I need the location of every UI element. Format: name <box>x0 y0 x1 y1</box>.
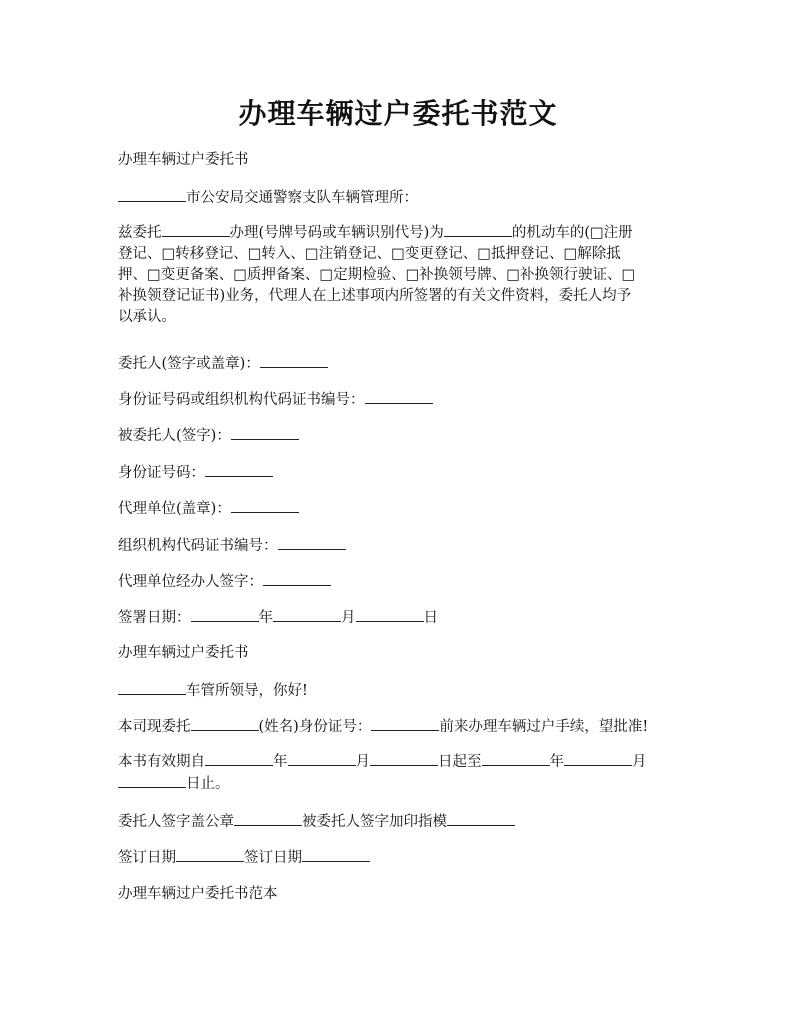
blank-month <box>273 607 341 622</box>
company-request-line <box>118 716 688 737</box>
blank-field <box>260 353 328 368</box>
auth-prefix: 兹委托 <box>118 225 162 241</box>
date-a: 签订日期 <box>118 850 176 866</box>
section-heading-3: 办理车辆过户委托书范本 <box>118 886 278 902</box>
section-heading-2: 办理车辆过户委托书 <box>118 645 249 661</box>
request-a: 本司现委托 <box>118 719 191 735</box>
blank-field <box>278 535 346 550</box>
signature-line <box>118 811 688 832</box>
blank-id <box>371 716 439 731</box>
blank-field <box>263 571 331 586</box>
field-agency-seal <box>118 498 688 519</box>
blank-office <box>118 680 186 695</box>
validity-b: 日起至 <box>438 754 482 770</box>
field-id-or-org-code <box>118 389 688 410</box>
blank-agent <box>162 222 230 237</box>
blank-day <box>356 607 424 622</box>
blank-to-year <box>482 751 550 766</box>
field-label: 身份证号码或组织机构代码证书编号： <box>118 392 365 408</box>
field-org-code <box>118 535 688 556</box>
addressee-text: 市公安局交通警察支队车辆管理所： <box>186 190 418 206</box>
field-label: 身份证号码： <box>118 465 205 481</box>
month-label: 月 <box>341 610 356 626</box>
validity-a: 本书有效期自 <box>118 754 205 770</box>
field-label: 签署日期： <box>118 610 191 626</box>
day-label: 日 <box>423 610 438 626</box>
authorization-paragraph <box>118 222 688 328</box>
greeting-text: 车管所领导，你好! <box>186 683 308 699</box>
blank-from-year <box>205 751 273 766</box>
sign-a: 委托人签字盖公章 <box>118 814 234 830</box>
month-label: 月 <box>355 754 370 770</box>
blank-field <box>231 425 299 440</box>
validity-end: 日止。 <box>186 776 230 792</box>
month-label: 月 <box>632 754 647 770</box>
field-principal-sign <box>118 353 688 374</box>
field-label: 被委托人(签字)： <box>118 428 231 444</box>
sign-b: 被委托人签字加印指模 <box>302 814 447 830</box>
field-agency-handler <box>118 571 688 592</box>
auth-line2: 登记、□转移登记、□转入、□注销登记、□变更登记、□抵押登记、□解除抵 <box>118 246 621 262</box>
field-label: 代理单位经办人签字： <box>118 574 263 590</box>
blank-field <box>231 498 299 513</box>
request-c: 前来办理车辆过户手续，望批准! <box>439 719 649 735</box>
blank-field <box>205 462 273 477</box>
signing-date-line <box>118 847 688 868</box>
blank-from-month <box>288 751 356 766</box>
blank-fingerprint <box>447 811 515 826</box>
field-id-number <box>118 462 688 483</box>
section-heading-1: 办理车辆过户委托书 <box>118 152 249 168</box>
auth-middle: 办理(号牌号码或车辆识别代号)为 <box>229 225 444 241</box>
addressee-line <box>118 187 688 208</box>
blank-from-day <box>370 751 438 766</box>
blank-field <box>365 389 433 404</box>
date-b: 签订日期 <box>244 850 302 866</box>
year-label: 年 <box>258 610 273 626</box>
auth-line1-end: 的机动车的(□注册 <box>511 225 633 241</box>
auth-line4: 补换领登记证书)业务，代理人在上述事项内所签署的有关文件资料，委托人均予 <box>118 288 632 304</box>
document-title: 办理车辆过户委托书范文 <box>238 97 558 130</box>
greeting-line <box>118 680 688 701</box>
blank-name <box>191 716 259 731</box>
field-agent-sign <box>118 425 688 446</box>
auth-line3: 押、□变更备案、□质押备案、□定期检验、□补换领号牌、□补换领行驶证、□ <box>118 267 636 283</box>
year-label: 年 <box>549 754 564 770</box>
field-sign-date <box>118 607 688 628</box>
blank-city <box>118 187 186 202</box>
validity-paragraph <box>118 751 688 795</box>
blank-to-month <box>564 751 632 766</box>
blank-date-2 <box>302 847 370 862</box>
blank-date-1 <box>176 847 244 862</box>
request-b: (姓名)身份证号： <box>258 719 372 735</box>
field-label: 委托人(签字或盖章)： <box>118 356 260 372</box>
blank-to-day <box>118 773 186 788</box>
blank-principal-seal <box>234 811 302 826</box>
year-label: 年 <box>273 754 288 770</box>
field-label: 代理单位(盖章)： <box>118 501 231 517</box>
blank-plate <box>444 222 512 237</box>
blank-year <box>191 607 259 622</box>
field-label: 组织机构代码证书编号： <box>118 538 278 554</box>
auth-line5: 以承认。 <box>118 309 176 325</box>
